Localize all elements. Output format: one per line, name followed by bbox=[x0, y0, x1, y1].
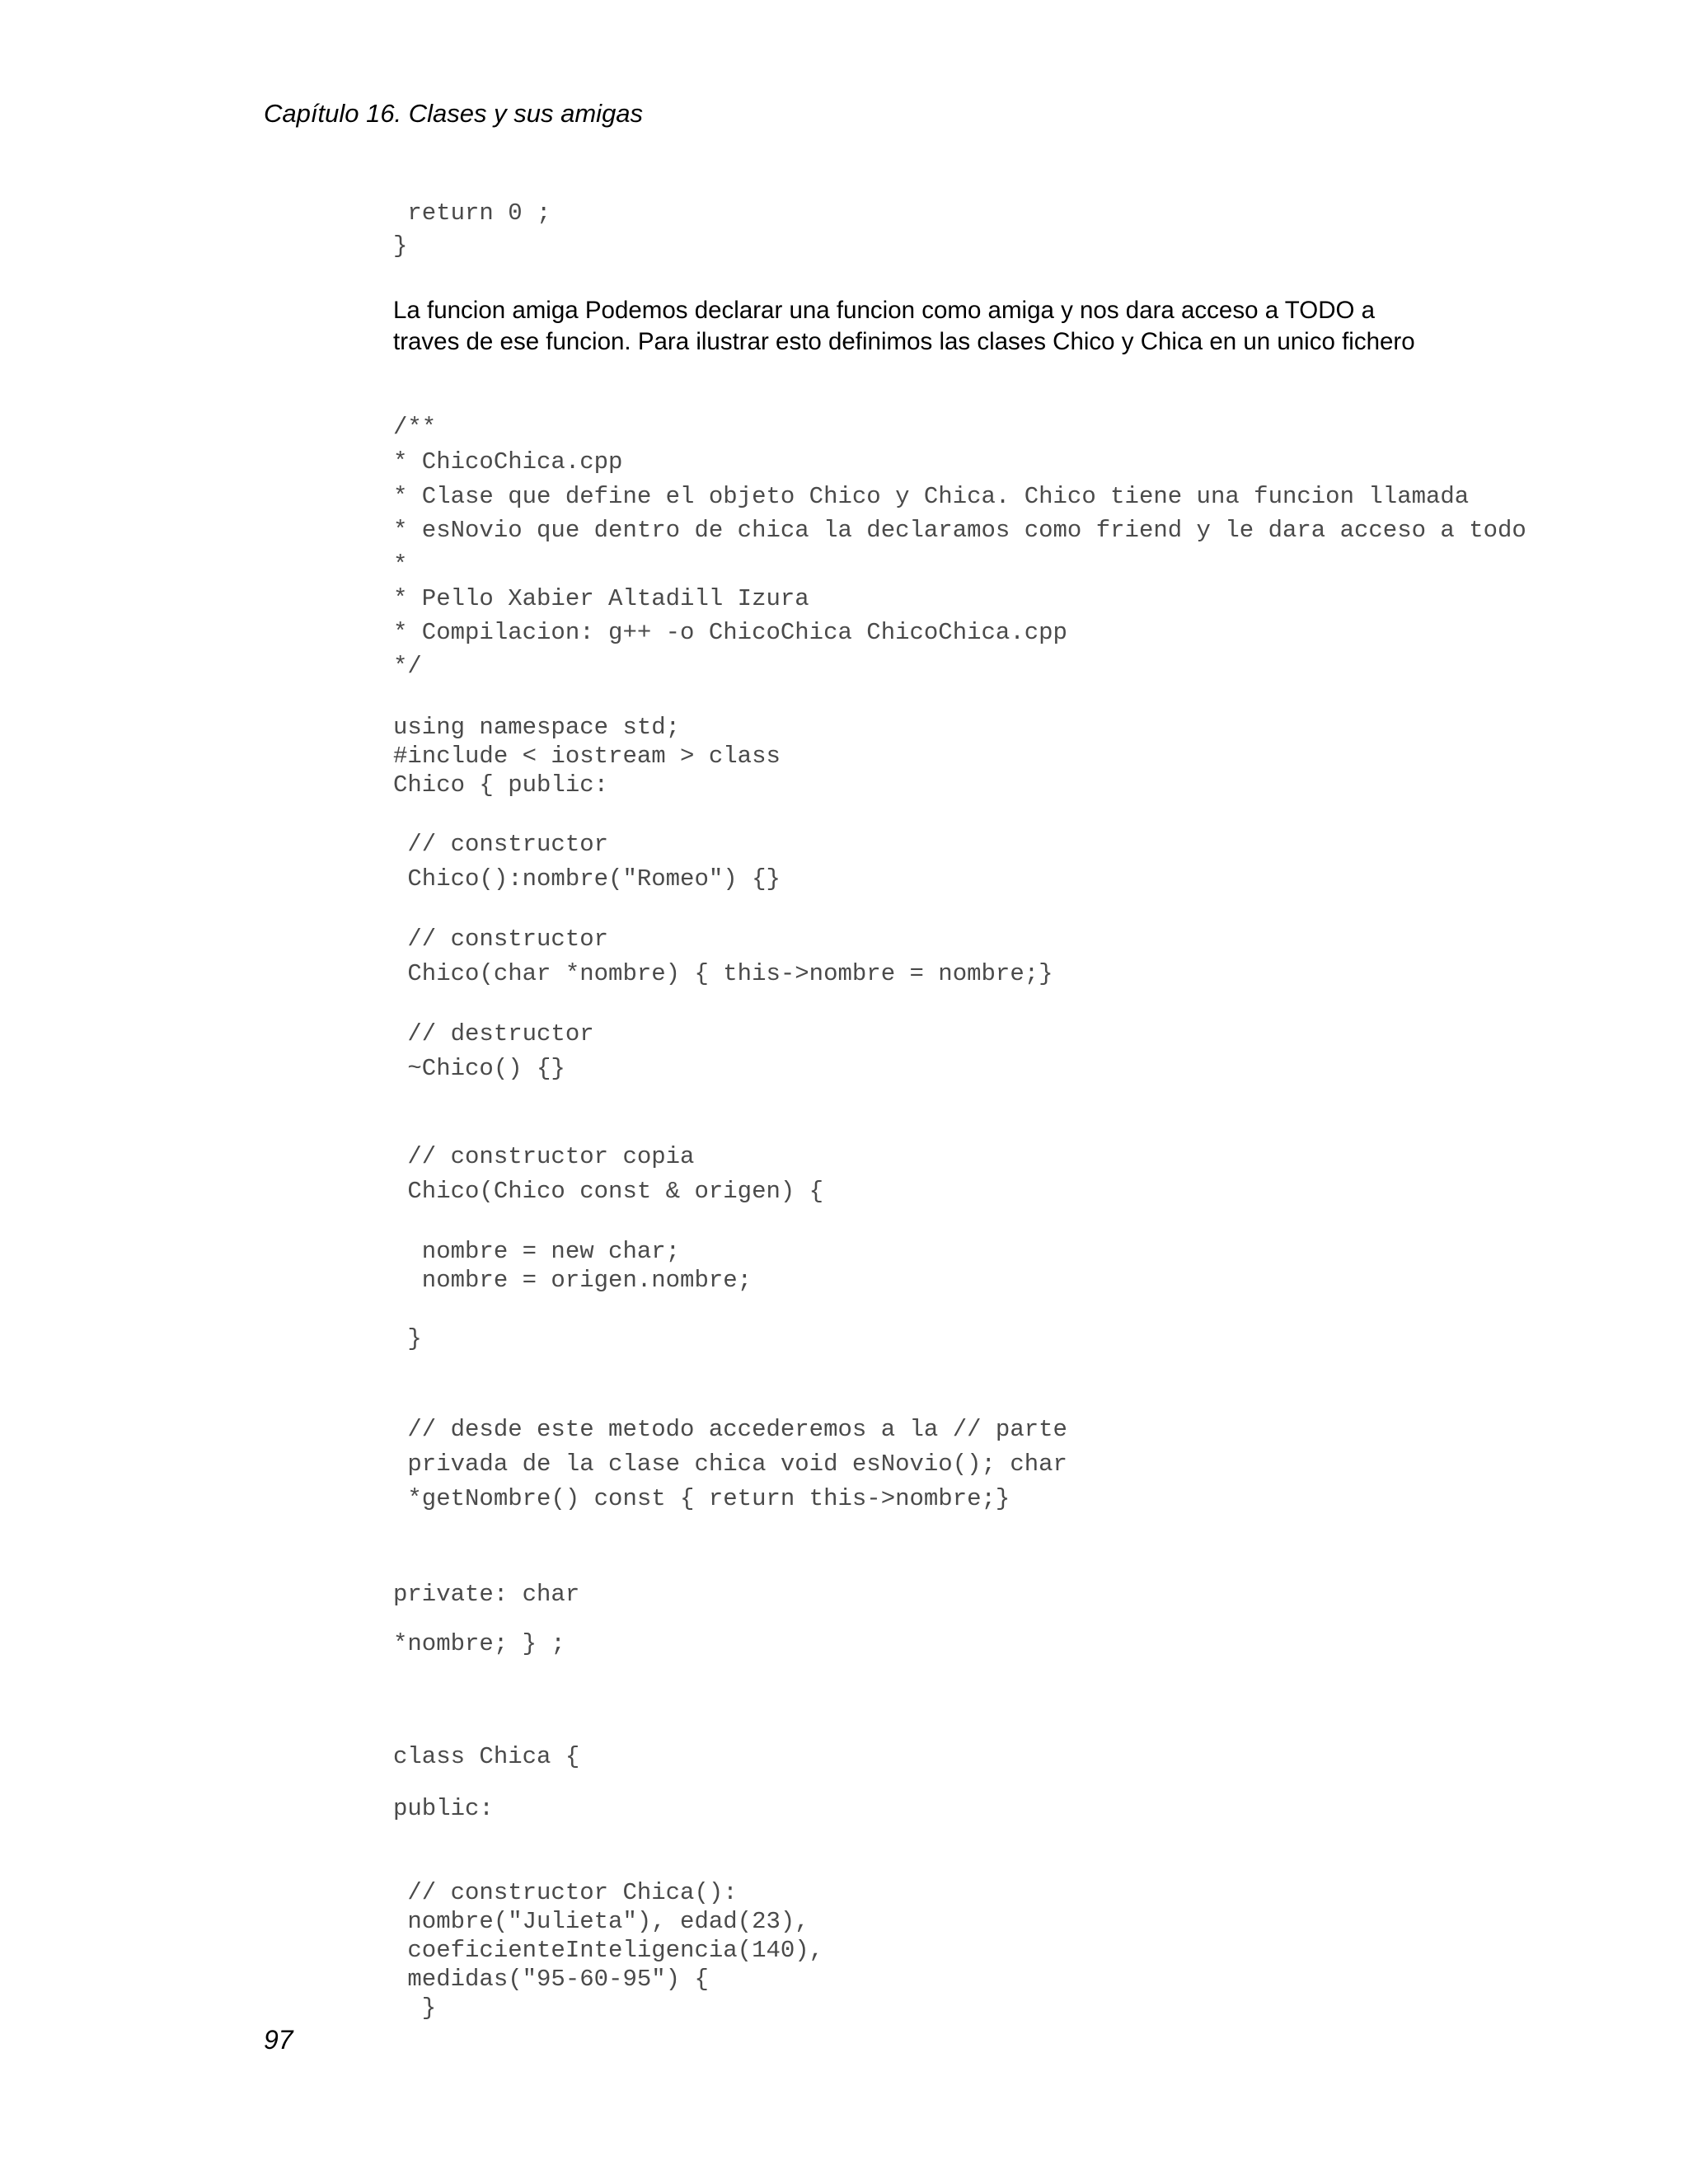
code-line: coeficienteInteligencia(140), bbox=[393, 1937, 824, 1964]
code-line: using namespace std; bbox=[393, 714, 681, 741]
code-line: nombre("Julieta"), edad(23), bbox=[393, 1908, 809, 1935]
code-line: * esNovio que dentro de chica la declaramos como friend y le dara acceso a todo bbox=[393, 517, 1526, 544]
code-line: ~Chico() {} bbox=[393, 1055, 565, 1082]
code-line: * bbox=[393, 551, 408, 579]
code-line: * ChicoChica.cpp bbox=[393, 448, 623, 476]
code-line: class Chica { bbox=[393, 1743, 580, 1770]
code-line: * Clase que define el objeto Chico y Chica. Chico tiene una funcion llamada bbox=[393, 483, 1470, 510]
code-line: } bbox=[393, 1325, 422, 1352]
code-line: * Compilacion: g++ -o ChicoChica ChicoChica.cpp bbox=[393, 619, 1067, 646]
code-line: Chico(char *nombre) { this->nombre = nombre;} bbox=[393, 960, 1053, 987]
code-line: // constructor bbox=[393, 831, 609, 858]
code-line: *getNombre() const { return this->nombre;} bbox=[393, 1485, 1010, 1512]
code-line: *nombre; } ; bbox=[393, 1630, 565, 1657]
code-line: Chico():nombre("Romeo") {} bbox=[393, 865, 781, 893]
paragraph-line: traves de ese funcion. Para ilustrar esto definimos las clases Chico y Chica en un unico fichero bbox=[393, 328, 1415, 355]
code-line: public: bbox=[393, 1795, 494, 1822]
code-line: } bbox=[393, 1994, 437, 2022]
code-line: */ bbox=[393, 653, 422, 680]
code-line: // destructor bbox=[393, 1020, 594, 1047]
code-line: nombre = origen.nombre; bbox=[393, 1267, 753, 1294]
code-line: // constructor Chica(): bbox=[393, 1879, 738, 1906]
code-line: } bbox=[393, 232, 408, 260]
paragraph-line: La funcion amiga Podemos declarar una funcion como amiga y nos dara acceso a TODO a bbox=[393, 297, 1376, 324]
code-line: Chico(Chico const & origen) { bbox=[393, 1178, 824, 1205]
code-line: // desde este metodo accederemos a la // parte bbox=[393, 1416, 1067, 1443]
code-line: * Pello Xabier Altadill Izura bbox=[393, 585, 809, 612]
explanation-paragraph bbox=[393, 295, 1465, 358]
code-line: medidas("95-60-95") { bbox=[393, 1966, 709, 1993]
page-number: 97 bbox=[264, 2025, 293, 2055]
code-line: // constructor bbox=[393, 926, 609, 953]
code-line: // constructor copia bbox=[393, 1143, 695, 1170]
code-line: /** bbox=[393, 414, 437, 441]
code-line: private: char bbox=[393, 1581, 580, 1608]
code-line: Chico { public: bbox=[393, 771, 609, 799]
code-line: return 0 ; bbox=[393, 199, 551, 227]
code-line: nombre = new char; bbox=[393, 1238, 681, 1265]
code-line: privada de la clase chica void esNovio(); char bbox=[393, 1451, 1067, 1478]
chapter-header: Capítulo 16. Clases y sus amigas bbox=[264, 99, 644, 128]
code-line: #include < iostream > class bbox=[393, 743, 781, 770]
